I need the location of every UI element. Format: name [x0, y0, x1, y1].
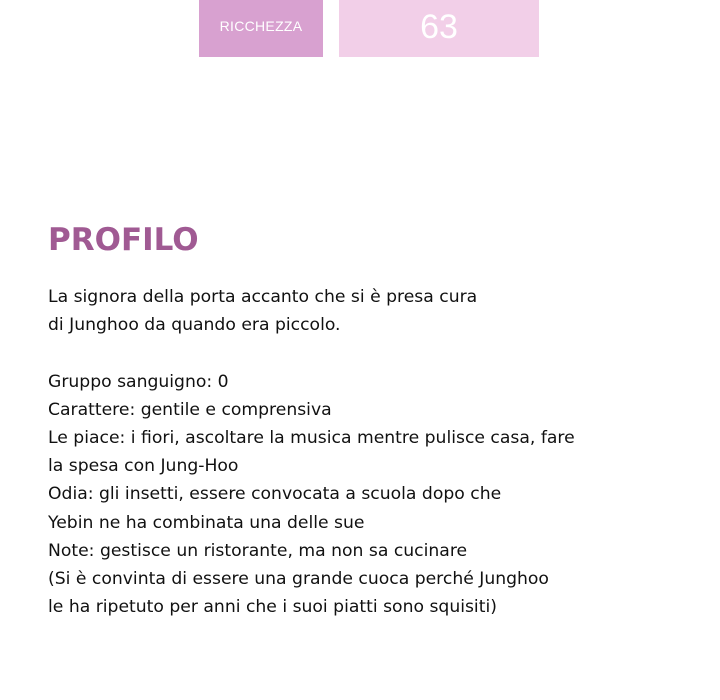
intro-line: La signora della porta accanto che si è presa cura: [48, 287, 478, 307]
detail-line-likes-cont: la spesa con Jung-Hoo: [48, 456, 239, 477]
detail-line-character: Carattere: gentile e comprensiva: [48, 399, 332, 420]
detail-line-dislikes: Odia: gli insetti, essere convocata a scuola dopo che: [48, 484, 502, 505]
profile-heading: PROFILO: [48, 222, 199, 258]
detail-line-likes: Le piace: i fiori, ascoltare la musica mentre pulisce casa, fare: [48, 427, 575, 448]
detail-line-blood-type: Gruppo sanguigno: 0: [48, 371, 229, 392]
page-number-tab: [339, 0, 539, 57]
detail-line-dislikes-cont: Yebin ne ha combinata una delle sue: [48, 512, 365, 533]
page-number: 63: [420, 8, 458, 46]
detail-line-notes-cont: (Si è convinta di essere una grande cuoca perché Junghoo: [48, 568, 549, 589]
detail-line-notes-cont: le ha ripetuto per anni che i suoi piatti sono squisiti): [48, 597, 497, 618]
section-label: RICCHEZZA: [219, 17, 303, 34]
detail-line-notes: Note: gestisce un ristorante, ma non sa cucinare: [48, 540, 468, 561]
profile-text: [48, 283, 688, 621]
intro-line: di Junghoo da quando era piccolo.: [48, 315, 341, 336]
paragraph-gap: [48, 339, 688, 367]
section-label-tab: [199, 0, 323, 57]
